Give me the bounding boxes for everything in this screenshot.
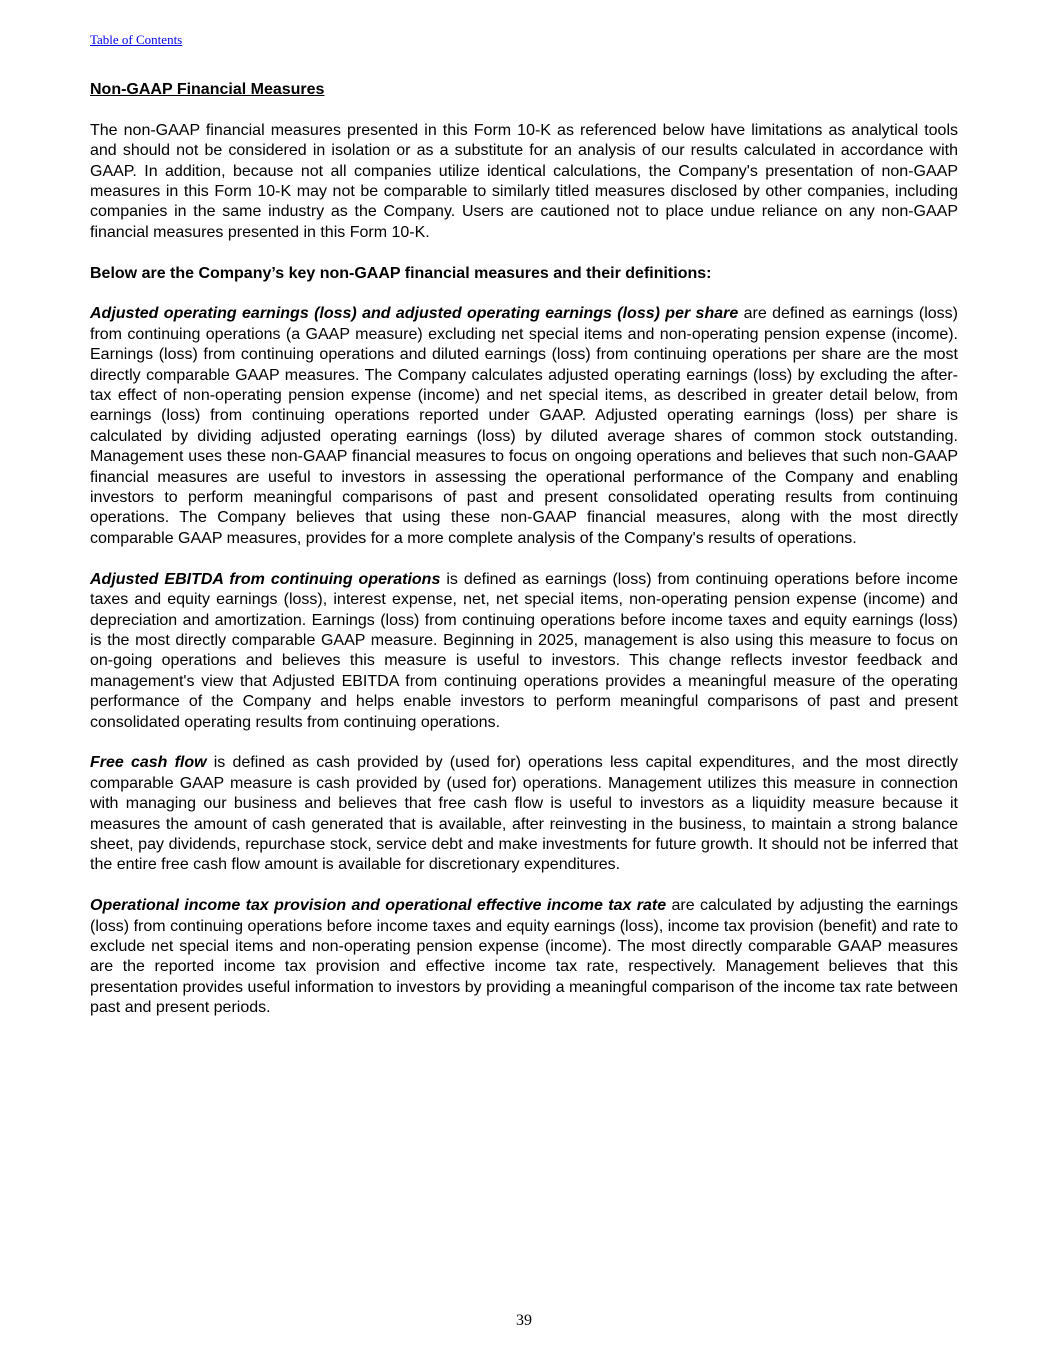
page-number: 39 <box>516 1312 532 1329</box>
definition-text: are defined as earnings (loss) from continuing operations (a GAAP measure) excluding net special items and non-operating pension expense (income). Earnings (loss) from continuing operations and diluted earnings (loss) from continuing operations per share are the most directly comparable GAAP measures. The Company calculates adjusted operating earnings (loss) by excluding the after-tax effect of non-operating pension expense (income) and net special items, as described in greater detail below, from earnings (loss) from continuing operations reported under GAAP. Adjusted operating earnings (loss) per share is calculated by dividing adjusted operating earnings (loss) by diluted average shares of common stock outstanding. Management uses these non-GAAP financial measures to focus on ongoing operations and believes that such non-GAAP financial measures are useful to investors in assessing the operational performance of the Company and enabling investors to perform meaningful comparisons of past and present consolidated operating results from continuing operations. The Company believes that using these non-GAAP financial measures, along with the most directly comparable GAAP measures, provides for a more complete analysis of the Company's results of operations. <box>90 305 958 547</box>
definition-term: Free cash flow <box>90 754 207 772</box>
definition-text: is defined as earnings (loss) from continuing operations before income taxes and equity earnings (loss), interest expense, net, net special items, non-operating pension expense (income) and depreciation and amortization. Earnings (loss) from continuing operations before income taxes and equity earnings (loss) is the most directly comparable GAAP measure. Beginning in 2025, management is also using this measure to focus on on-going operations and believes this measure is useful to investors. This change reflects investor feedback and management's view that Adjusted EBITDA from continuing operations provides a meaningful measure of the operating performance of the Company and helps enable investors to perform meaningful comparisons of past and present consolidated operating results from continuing operations. <box>90 570 958 731</box>
definition-term: Adjusted EBITDA from continuing operations <box>90 570 441 588</box>
definition-text: are calculated by adjusting the earnings (loss) from continuing operations before income taxes and equity earnings (loss), income tax provision (benefit) and rate to exclude net special items and non-operating pension expense (income). The most directly comparable GAAP measures are the reported income tax provision and effective income tax rate, respectively. Management believes that this presentation provides useful information to investors by providing a meaningful comparison of the income tax rate between past and present periods. <box>90 897 959 1017</box>
definition-paragraph-free-cash-flow <box>90 753 958 875</box>
definition-paragraph-operational-income-tax <box>90 896 958 1018</box>
section-title: Non-GAAP Financial Measures <box>90 81 325 98</box>
definition-paragraph-adjusted-operating-earnings <box>90 304 958 549</box>
definition-paragraph-adjusted-ebitda <box>90 570 958 733</box>
table-of-contents-link[interactable]: Table of Contents <box>90 32 183 47</box>
definition-term: Adjusted operating earnings (loss) and adjusted operating earnings (loss) per share <box>90 305 739 323</box>
document-body <box>90 80 958 1039</box>
intro-paragraph: The non-GAAP financial measures presented in this Form 10-K as referenced below have limitations as analytical tools and should not be considered in isolation or as a substitute for an analysis of our results calculated in accordance with GAAP. In addition, because not all companies utilize identical calculations, the Company's presentation of non-GAAP measures in this Form 10-K may not be comparable to similarly titled measures disclosed by other companies, including companies in the same industry as the Company. Users are cautioned not to place undue reliance on any non-GAAP financial measures presented in this Form 10-K. <box>90 121 958 241</box>
definition-text: is defined as cash provided by (used for) operations less capital expenditures, and the most directly comparable GAAP measure is cash provided by (used for) operations. Management utilizes this measure in connection with managing our business and believes that free cash flow is useful to investors as a liquidity measure because it measures the amount of cash generated that is available, after reinvesting in the business, to maintain a strong balance sheet, pay dividends, repurchase stock, service debt and make investments for future growth. It should not be inferred that the entire free cash flow amount is available for discretionary expenditures. <box>90 754 959 874</box>
definitions-lead: Below are the Company’s key non-GAAP financial measures and their definitions: <box>90 264 712 282</box>
definition-term: Operational income tax provision and operational effective income tax rate <box>90 897 667 915</box>
